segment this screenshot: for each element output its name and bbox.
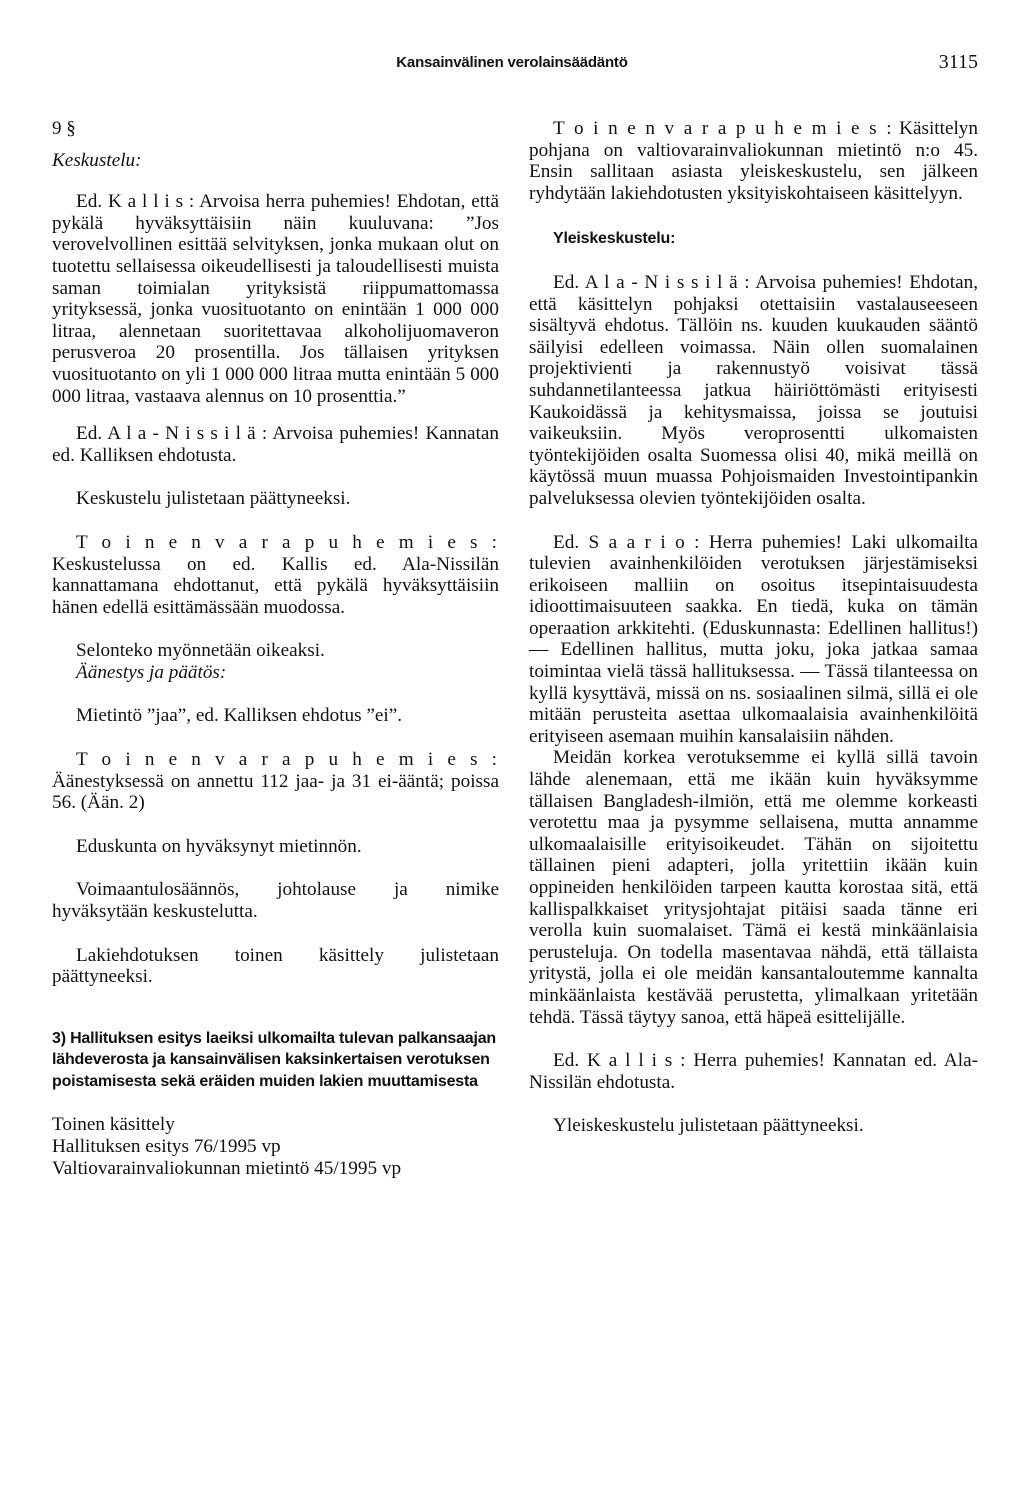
speaker-name: Ed. K a l l i s :: [553, 1050, 686, 1072]
vote-heading: Äänestys ja päätös:: [76, 661, 227, 683]
speech-text: Herra puhemies! Kannatan ed. Ala-Nissilän ehdotusta.: [529, 1050, 978, 1093]
section-number: 9 §: [52, 118, 76, 139]
speech-text: Arvoisa puhemies! Kannatan ed. Kalliksen ehdotusta.: [52, 423, 499, 466]
saario-speech-continued: Meidän korkea verotuksemme ei kyllä sillä tavoin lähde alenemaan, että me ikään kuin hyväksymme tällaisen Bangladesh-ilmiön, että me olemme korkeasti verotettu maa ja pysymme sellaisena, mutta annamme ulkomaalaisille erityisoikeudet. Tähän on sijoitettu tällainen pieni adapteri, jolla yritettiin ikään kuin oppineiden henkilöiden tarpeen kautta korostaa sitä, että kallispalkkaiset yritysjohtajat pitäisi saada tänne eri verolla kuin suomalaiset. Tämä ei kestä minkäänlaisia perusteluja. On todella masentavaa nähdä, että tällaista yritystä, jolla ei ole meidän kansantaloutemme kannalta minkäänlaista kestävää perustetta, ylimalkaan yritetään tehdä. Tässä täytyy sanoa, että häpeä esittelijälle.: [529, 747, 978, 1028]
agenda-item-title: 3) Hallituksen esitys laeiksi ulkomailta tulevan palkansaajan lähdeverosta ja kansainvälisen kaksinkertaisen verotuksen poistamisesta sekä eräiden muiden lakien muuttamisesta: [52, 1029, 497, 1090]
reading-label: Toinen käsittely: [52, 1114, 175, 1136]
vice-speaker-statement: [52, 532, 499, 618]
general-discussion-closed: Yleiskeskustelu julistetaan päättyneeksi.: [553, 1115, 864, 1137]
government-bill: Hallituksen esitys 76/1995 vp: [52, 1135, 281, 1157]
committee-report: Valtiovarainvaliokunnan mietintö 45/1995 vp: [52, 1157, 402, 1179]
speech-text: Keskustelussa on ed. Kallis ed. Ala-Nissilän kannattamana ehdottanut, että pykälä hyväksyttäisiin hänen edellä esittämässään muodossa.: [52, 553, 499, 618]
running-header: Kansainvälinen verolainsäädäntö: [396, 54, 628, 71]
general-discussion-heading: Yleiskeskustelu:: [553, 230, 676, 248]
speech-text: Herra puhemies! Laki ulkomailta tulevien avainhenkilöiden verotuksen järjestämiseksi erikoiseen malliin on osoitus itsepintaisuudesta idioottimaisuuteen saakka. En tiedä, kuka on tämän operaation arkkitehti. (Eduskunnasta: Edellinen hallitus!) — Edellinen hallitus, mutta joku, joka jatkaa samaa toimintaa vielä tässä hallituksessa. — Tässä tilanteessa on kyllä kysyttävä, missä on ns. sosiaalinen silmä, sillä ei ole mitään perusteita asettaa ulkomaalaisia avainhenkilöitä erityiseen asemaan muihin kansalaisiin nähden.: [529, 531, 978, 747]
speaker-name: T o i n e n v a r a p u h e m i e s :: [553, 118, 894, 139]
entry-into-force: Voimaantulosäännös, johtolause ja nimike hyväksytään keskustelutta.: [52, 879, 499, 923]
ala-nissila-speech: [529, 272, 978, 510]
speech-text: Arvoisa puhemies! Ehdotan, että käsittelyn pohjaksi otettaisiin vastalauseeseen sisältyvä ehdotus. Tällöin ns. kuuden kuukauden sääntö säilyisi edelleen voimassa. Näin ollen suomalainen projektivienti ja rakennustyö voisivat tässä suhdannetilanteessa jatkua häiriöttömästi erityisesti Kaukoidässä ja kehitysmaissa, joissa se joutuisi vaikeuksiin. Myös veroprosentti ulkomaisten työntekijöiden osalta Suomessa olisi 40, mikä meillä on käytössä muun muassa Pohjoismaiden Investointipankin palveluksessa olevien työntekijöiden osalta.: [529, 271, 979, 509]
report-approved: Selonteko myönnetään oikeaksi.: [76, 640, 325, 662]
ala-nissila-speech: [52, 423, 499, 466]
discussion-closed: Keskustelu julistetaan päättyneeksi.: [76, 488, 351, 510]
speaker-name: Ed. A l a - N i s s i l ä :: [76, 423, 268, 445]
vote-options: Mietintö ”jaa”, ed. Kalliksen ehdotus ”ei”.: [76, 705, 403, 727]
speaker-name: Ed. A l a - N i s s i l ä :: [553, 271, 750, 293]
kallis-speech: [529, 1050, 978, 1093]
speech-text: Äänestyksessä on annettu 112 jaa- ja 31 ei-ääntä; poissa 56. (Ään. 2): [52, 770, 499, 814]
speech-text: Arvoisa herra puhemies! Ehdotan, että pykälä hyväksyttäisiin näin kuuluvana: ”Jos verovelvollinen esittää selvityksen, jonka mukaan olut on tuotettu sellaisessa oikeudellisesti ja taloudellisesti muista saman toimialan yrityksistä riippumattomassa yrityksessä, jonka vuosituotanto on enintään 1 000 000 litraa, alennetaan suoritettavaa alkoholijuomaveron perusveroa 20 prosentilla. Jos tällaisen yrityksen vuosituotanto on yli 1 000 000 litraa mutta enintään 5 000 000 litraa, vastaava alennus on 10 prosenttia.”: [52, 191, 499, 407]
saario-speech: [529, 532, 978, 748]
speaker-name: T o i n e n v a r a p u h e m i e s :: [76, 531, 499, 553]
page-number: 3115: [938, 51, 978, 73]
report-adopted: Eduskunta on hyväksynyt mietinnön.: [76, 835, 362, 857]
speaker-name: T o i n e n v a r a p u h e m i e s :: [76, 749, 499, 771]
discussion-heading: Keskustelu:: [52, 149, 142, 171]
vote-result: [52, 749, 499, 814]
right-column: [529, 118, 978, 1137]
speaker-name: Ed. K a l l i s :: [76, 191, 195, 213]
second-reading-closed: Lakiehdotuksen toinen käsittely julistetaan päättyneeksi.: [52, 944, 499, 988]
left-column: [52, 118, 499, 1179]
speech-text: Käsittelyn pohjana on valtiovarainvaliokunnan mietintö n:o 45. Ensin sallitaan asiasta yleiskeskustelu, sen jälkeen ryhdytään lakiehdotusten yksityiskohtaiseen käsittelyyn.: [529, 118, 978, 204]
kallis-speech: [52, 191, 499, 407]
speaker-name: Ed. S a a r i o :: [553, 531, 700, 553]
vice-speaker-statement: [529, 118, 978, 204]
